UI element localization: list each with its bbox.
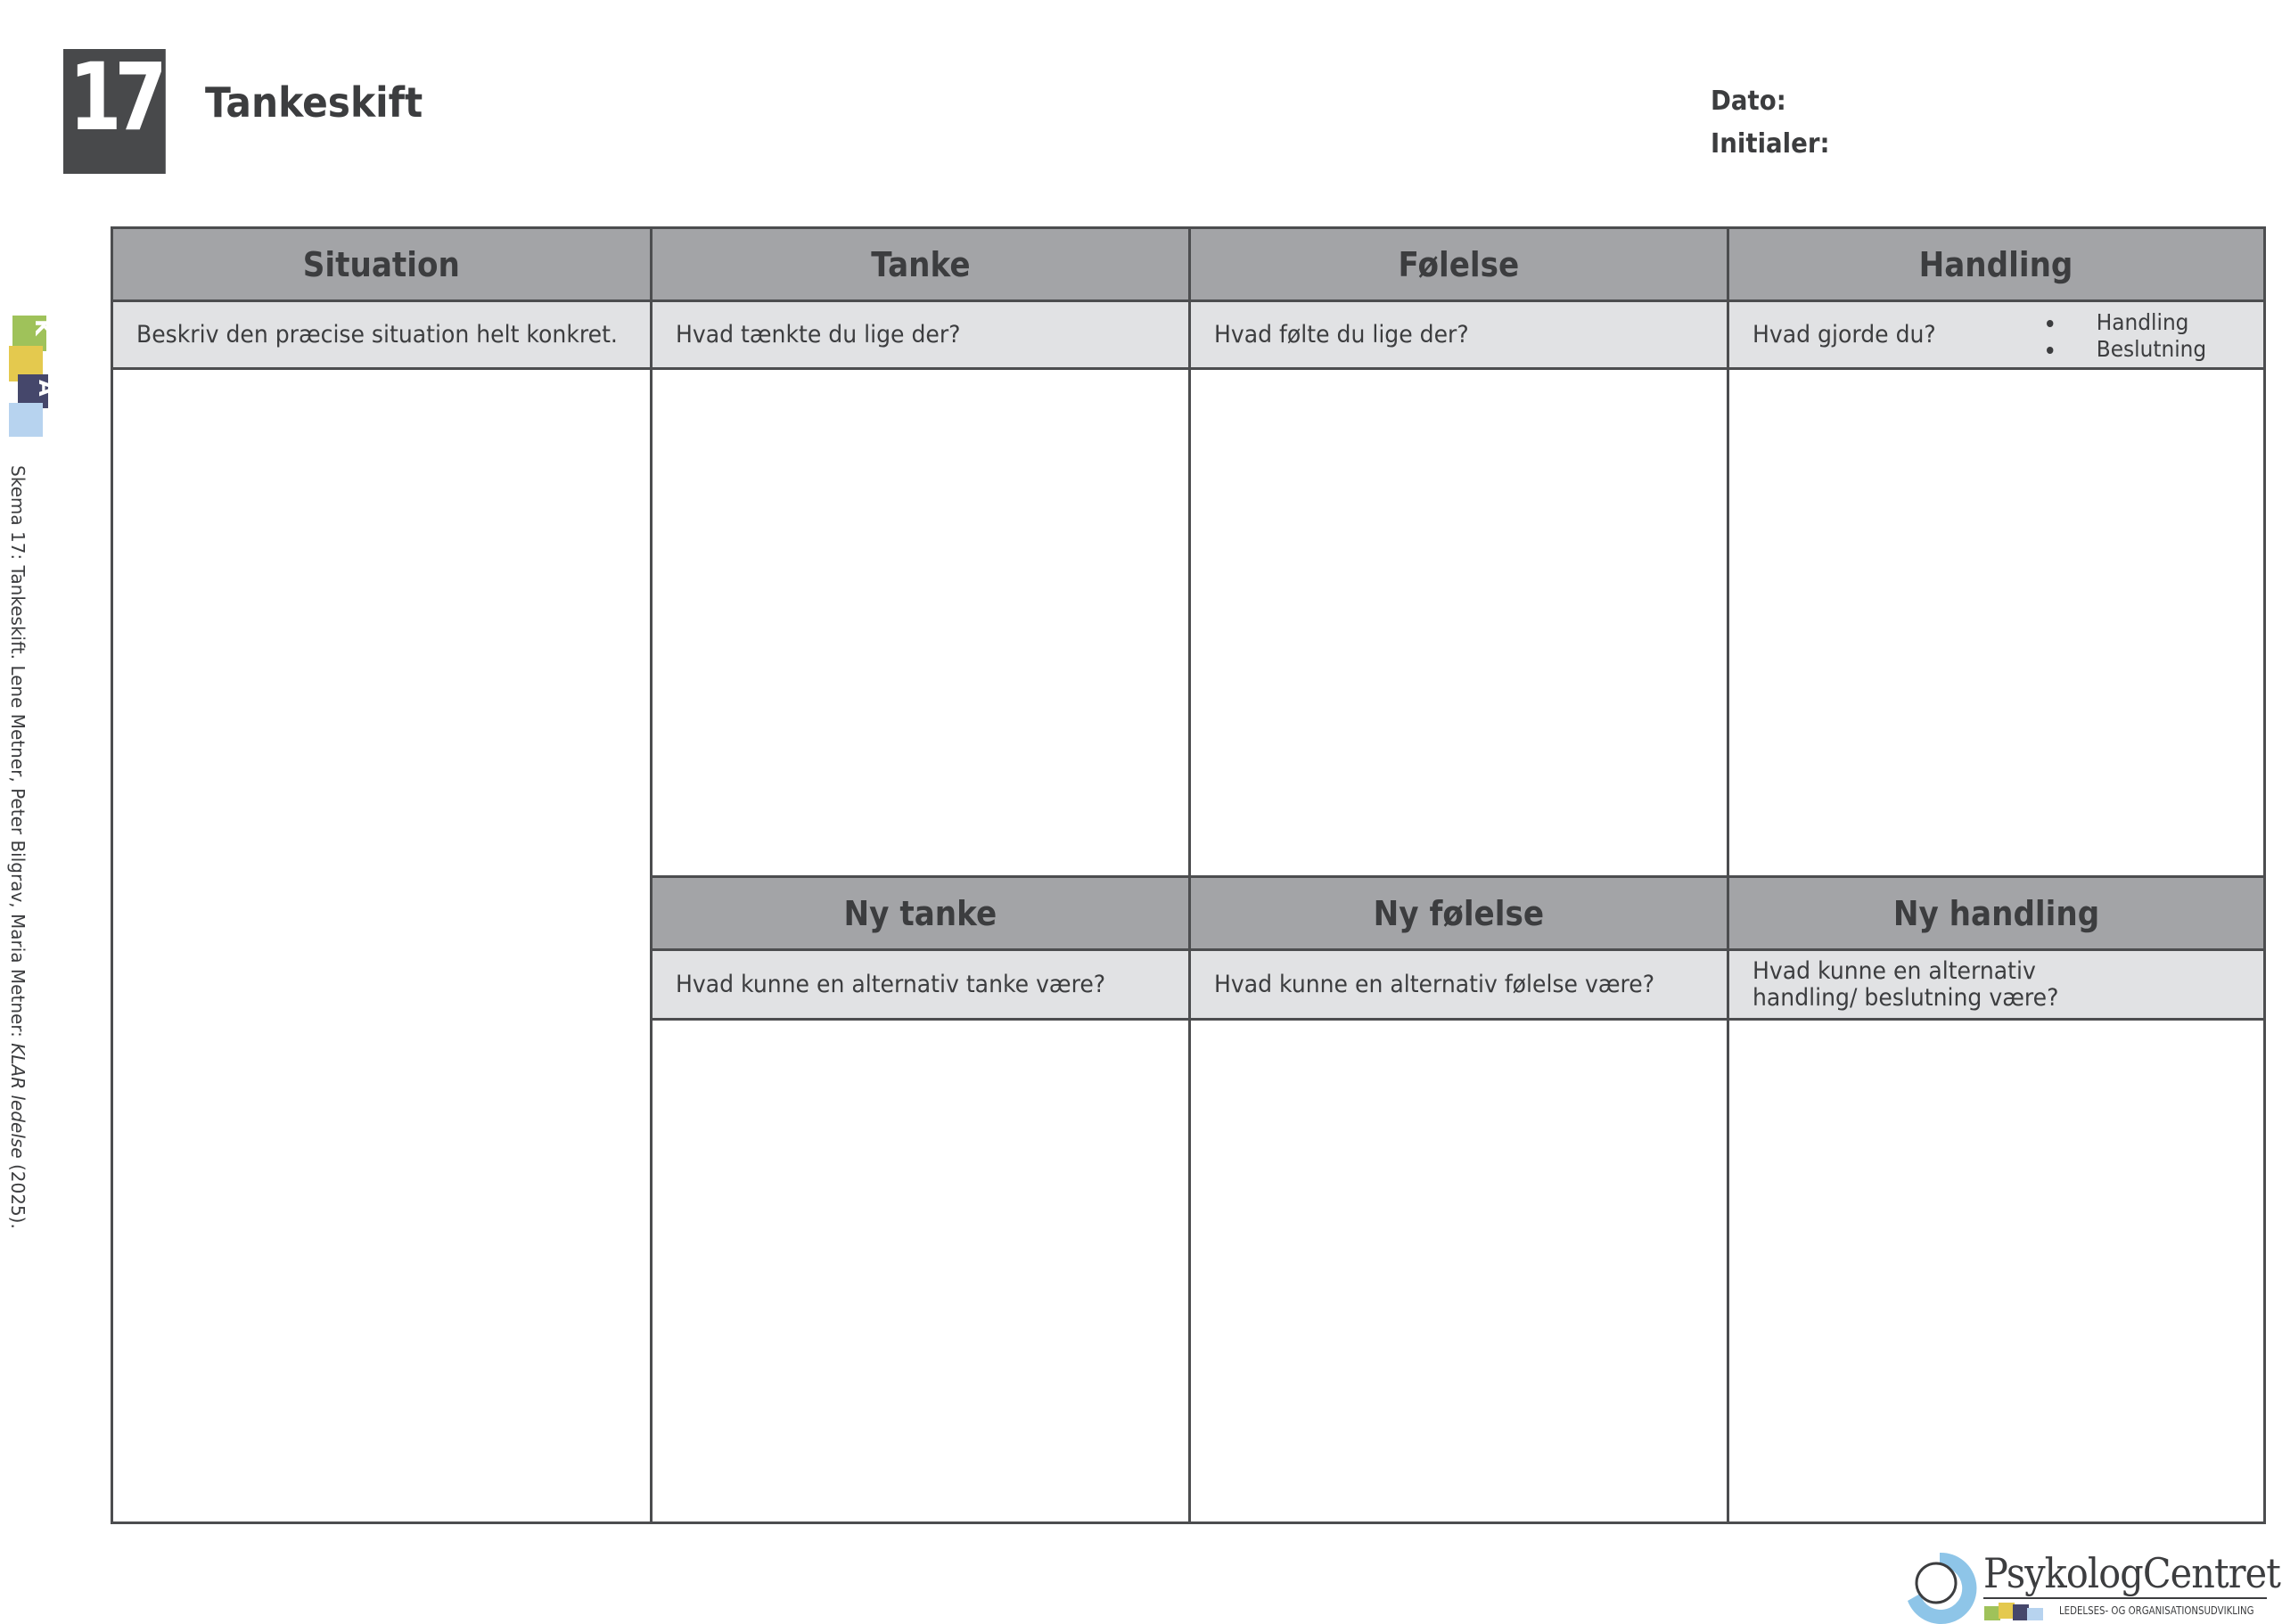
header-ny-tanke: Ny tanke [653,878,1191,951]
meta-fields [1711,80,1829,166]
prompt-situation: Beskriv den præcise situation helt konkret. [113,302,653,370]
initials-label: Initialer: [1711,128,1830,160]
ny-folelse-answer-area[interactable] [1191,1021,1729,1521]
klar-mini-logo [1984,1601,2056,1622]
prompt-folelse: Hvad følte du lige der? [1191,302,1729,370]
handling-answer-area[interactable] [1729,370,2263,878]
klar-side-logo [9,314,59,439]
brand-name: PsykologCentret [1983,1549,2280,1597]
prompt-ny-handling: Hvad kunne en alternativ handling/ beslutning være? [1729,951,2263,1021]
sheet-number-badge: 17 [63,49,166,174]
circle-logo-icon [1897,1549,1982,1624]
ny-handling-answer-area[interactable] [1729,1021,2263,1521]
header-ny-folelse: Ny følelse [1191,878,1729,951]
date-label: Dato: [1711,86,1786,117]
header-tanke: Tanke [653,229,1191,302]
prompt-handling: Hvad gjorde du? Handling Beslutning [1729,302,2263,370]
handling-bullets [2047,309,2219,363]
svg-text:A: A [34,380,59,397]
tanke-answer-area[interactable] [653,370,1191,878]
worksheet-grid [111,226,2266,1524]
folelse-answer-area[interactable] [1191,370,1729,878]
svg-text:K: K [30,319,55,336]
prompt-ny-tanke: Hvad kunne en alternativ tanke være? [653,951,1191,1021]
prompt-tanke: Hvad tænkte du lige der? [653,302,1191,370]
prompt-ny-folelse: Hvad kunne en alternativ følelse være? [1191,951,1729,1021]
brand-tagline: LEDELSES- OG ORGANISATIONSUDVIKLING [2059,1604,2254,1617]
situation-answer-area[interactable] [113,370,653,1521]
psykologcentret-logo [1897,1549,2280,1624]
ny-tanke-answer-area[interactable] [653,1021,1191,1521]
header-handling: Handling [1729,229,2263,302]
header-folelse: Følelse [1191,229,1729,302]
copyright-caption: Skema 17: Tankeskift. Lene Metner, Peter Bilgrav, Maria Metner: KLAR ledelse (2025). [7,465,29,1229]
header-situation: Situation [113,229,653,302]
bullet-handling: Handling [2047,309,2206,336]
page-title: Tankeskift [205,78,423,127]
bullet-beslutning: Beslutning [2047,336,2206,363]
header-ny-handling: Ny handling [1729,878,2263,951]
brand-divider [1983,1597,2267,1599]
